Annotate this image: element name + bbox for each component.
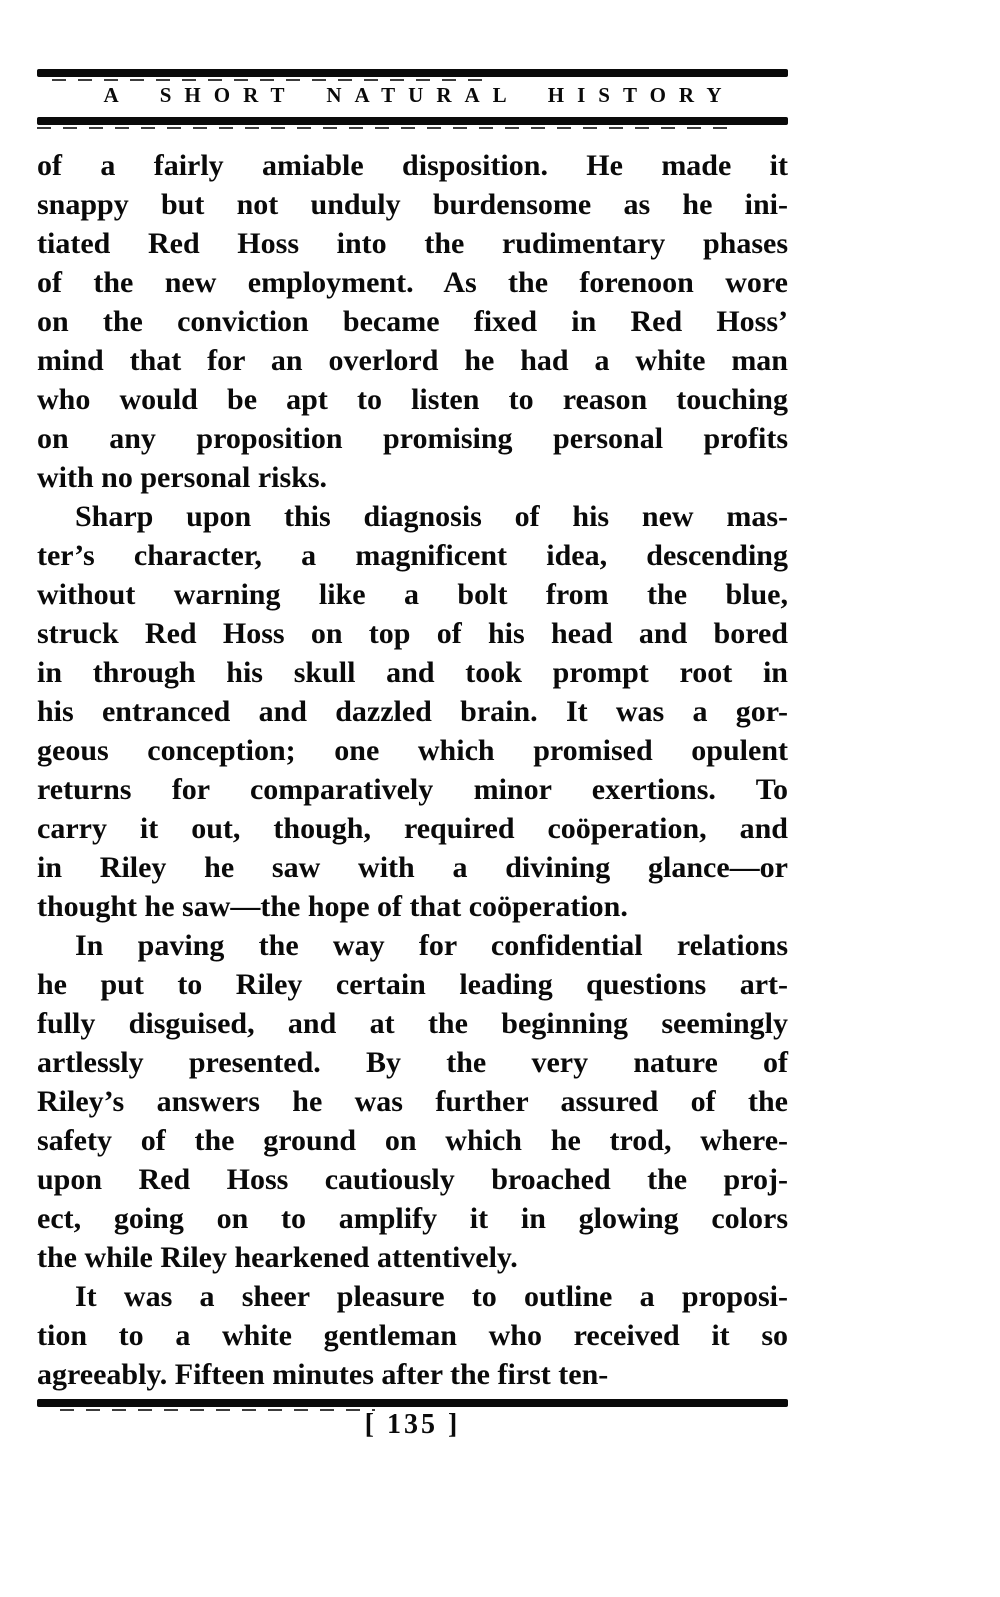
text-line: who would be apt to listen to reason touching	[37, 383, 788, 416]
footer-rule	[37, 1399, 788, 1407]
page-content	[37, 0, 788, 1597]
header-rule-top	[37, 69, 788, 77]
page-body	[37, 146, 788, 1394]
page-number: [ 135 ]	[364, 1409, 461, 1440]
text-line: It was a sheer pleasure to outline a proposi-	[75, 1280, 788, 1313]
paragraph	[37, 926, 788, 1277]
paragraph	[37, 1277, 788, 1394]
text-line: thought he saw—the hope of that coöperation.	[37, 890, 628, 923]
text-line: the while Riley hearkened attentively.	[37, 1241, 518, 1274]
text-line: carry it out, though, required coöperation, and	[37, 812, 788, 845]
text-line: he put to Riley certain leading questions art-	[37, 968, 788, 1001]
text-line: on the conviction became fixed in Red Hoss’	[37, 305, 788, 338]
text-line: Riley’s answers he was further assured of the	[37, 1085, 788, 1118]
text-line: snappy but not unduly burdensome as he ini-	[37, 188, 788, 221]
text-line: tion to a white gentleman who received it so	[37, 1319, 788, 1352]
text-line: artlessly presented. By the very nature of	[37, 1046, 788, 1079]
text-line: geous conception; one which promised opulent	[37, 734, 788, 767]
text-line: struck Red Hoss on top of his head and bored	[37, 617, 788, 650]
text-line: in Riley he saw with a divining glance—or	[37, 851, 788, 884]
text-line: on any proposition promising personal profits	[37, 422, 788, 455]
text-line: in through his skull and took prompt root in	[37, 656, 788, 689]
text-line: of a fairly amiable disposition. He made it	[37, 149, 788, 182]
text-line: ter’s character, a magnificent idea, descending	[37, 539, 788, 572]
text-line: without warning like a bolt from the blue,	[37, 578, 788, 611]
text-line: his entranced and dazzled brain. It was a gor-	[37, 695, 788, 728]
running-header: A SHORT NATURAL HISTORY	[103, 83, 735, 107]
text-line: tiated Red Hoss into the rudimentary phases	[37, 227, 788, 260]
text-line: upon Red Hoss cautiously broached the proj-	[37, 1163, 788, 1196]
header-rule-bottom	[37, 117, 788, 125]
text-line: mind that for an overlord he had a white man	[37, 344, 788, 377]
paragraph	[37, 497, 788, 926]
text-line: fully disguised, and at the beginning seemingly	[37, 1007, 788, 1040]
text-line: agreeably. Fifteen minutes after the first ten-	[37, 1358, 609, 1391]
text-line: of the new employment. As the forenoon wore	[37, 266, 788, 299]
text-line: safety of the ground on which he trod, where-	[37, 1124, 788, 1157]
text-line: ect, going on to amplify it in glowing colors	[37, 1202, 788, 1235]
paragraph	[37, 146, 788, 497]
text-line: with no personal risks.	[37, 461, 328, 494]
text-line: In paving the way for confidential relations	[75, 929, 788, 962]
text-line: returns for comparatively minor exertions. To	[37, 773, 788, 806]
text-line: Sharp upon this diagnosis of his new mas-	[75, 500, 788, 533]
